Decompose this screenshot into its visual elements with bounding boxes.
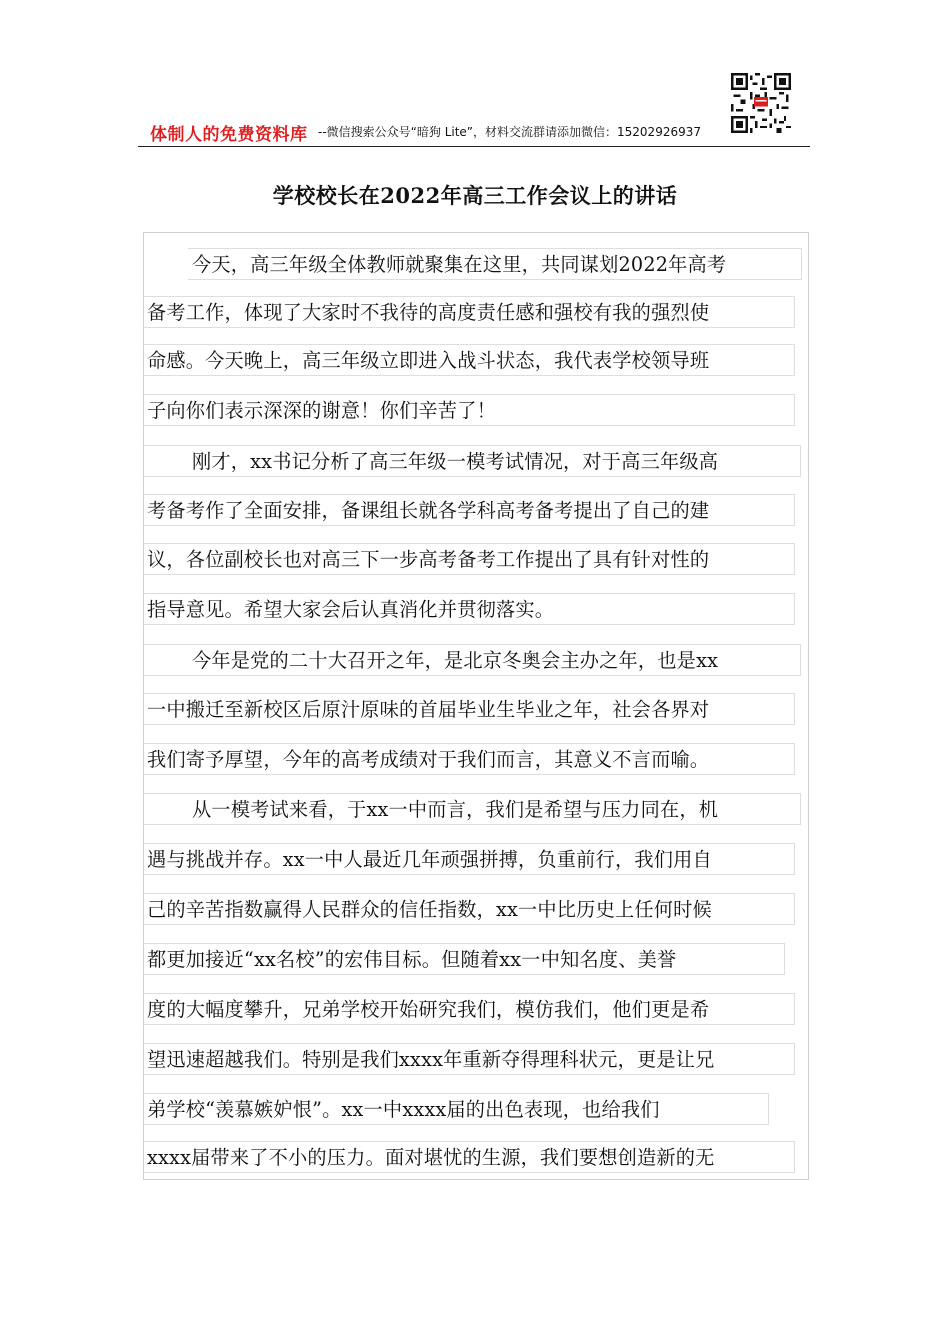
text-line: 考备考作了全面安排，备课组长就各学科高考备考提出了自己的建: [143, 494, 795, 526]
text-line: 刚才，xx书记分析了高三年级一模考试情况，对于高三年级高: [143, 445, 801, 477]
text-line: 指导意见。希望大家会后认真消化并贯彻落实。: [143, 593, 795, 625]
text-line: 今年是党的二十大召开之年，是北京冬奥会主办之年，也是xx: [143, 644, 801, 676]
text-line: 子向你们表示深深的谢意！你们辛苦了！: [143, 394, 795, 426]
qr-code-icon: [731, 73, 791, 133]
text-line: 弟学校“羡慕嫉妒恨”。xx一中xxxx届的出色表现，也给我们: [143, 1093, 769, 1125]
document-title: 学校校长在2022年高三工作会议上的讲话: [272, 183, 678, 208]
text-line: 从一模考试来看，于xx一中而言，我们是希望与压力同在，机: [143, 793, 801, 825]
text-line: 度的大幅度攀升，兄弟学校开始研究我们，模仿我们，他们更是希: [143, 993, 795, 1025]
text-line: xxxx届带来了不小的压力。面对堪忧的生源，我们要想创造新的无: [143, 1141, 795, 1173]
text-line: 命感。今天晚上，高三年级立即进入战斗状态，我代表学校领导班: [143, 344, 795, 376]
text-line: 备考工作，体现了大家时不我待的高度责任感和强校有我的强烈使: [143, 296, 795, 328]
text-line: 都更加接近“xx名校”的宏伟目标。但随着xx一中知名度、美誉: [143, 943, 785, 975]
text-line: 今天，高三年级全体教师就聚集在这里，共同谋划2022年高考: [188, 248, 802, 280]
page-header: [138, 120, 810, 147]
text-line: 遇与挑战并存。xx一中人最近几年顽强拼搏，负重前行，我们用自: [143, 843, 795, 875]
header-tagline: --微信搜索公众号“暗狗 Lite”，材料交流群请添加微信：15202926937: [318, 125, 701, 139]
text-line: 一中搬迁至新校区后原汁原味的首届毕业生毕业之年，社会各界对: [143, 693, 795, 725]
text-line: 望迅速超越我们。特别是我们xxxx年重新夺得理科状元，更是让兄: [143, 1043, 795, 1075]
text-line: 我们寄予厚望，今年的高考成绩对于我们而言，其意义不言而喻。: [143, 743, 795, 775]
text-line: 己的辛苦指数赢得人民群众的信任指数，xx一中比历史上任何时候: [143, 893, 795, 925]
text-line: 议，各位副校长也对高三下一步高考备考工作提出了具有针对性的: [143, 543, 795, 575]
brand-name: 体制人的免费资料库: [150, 125, 308, 145]
